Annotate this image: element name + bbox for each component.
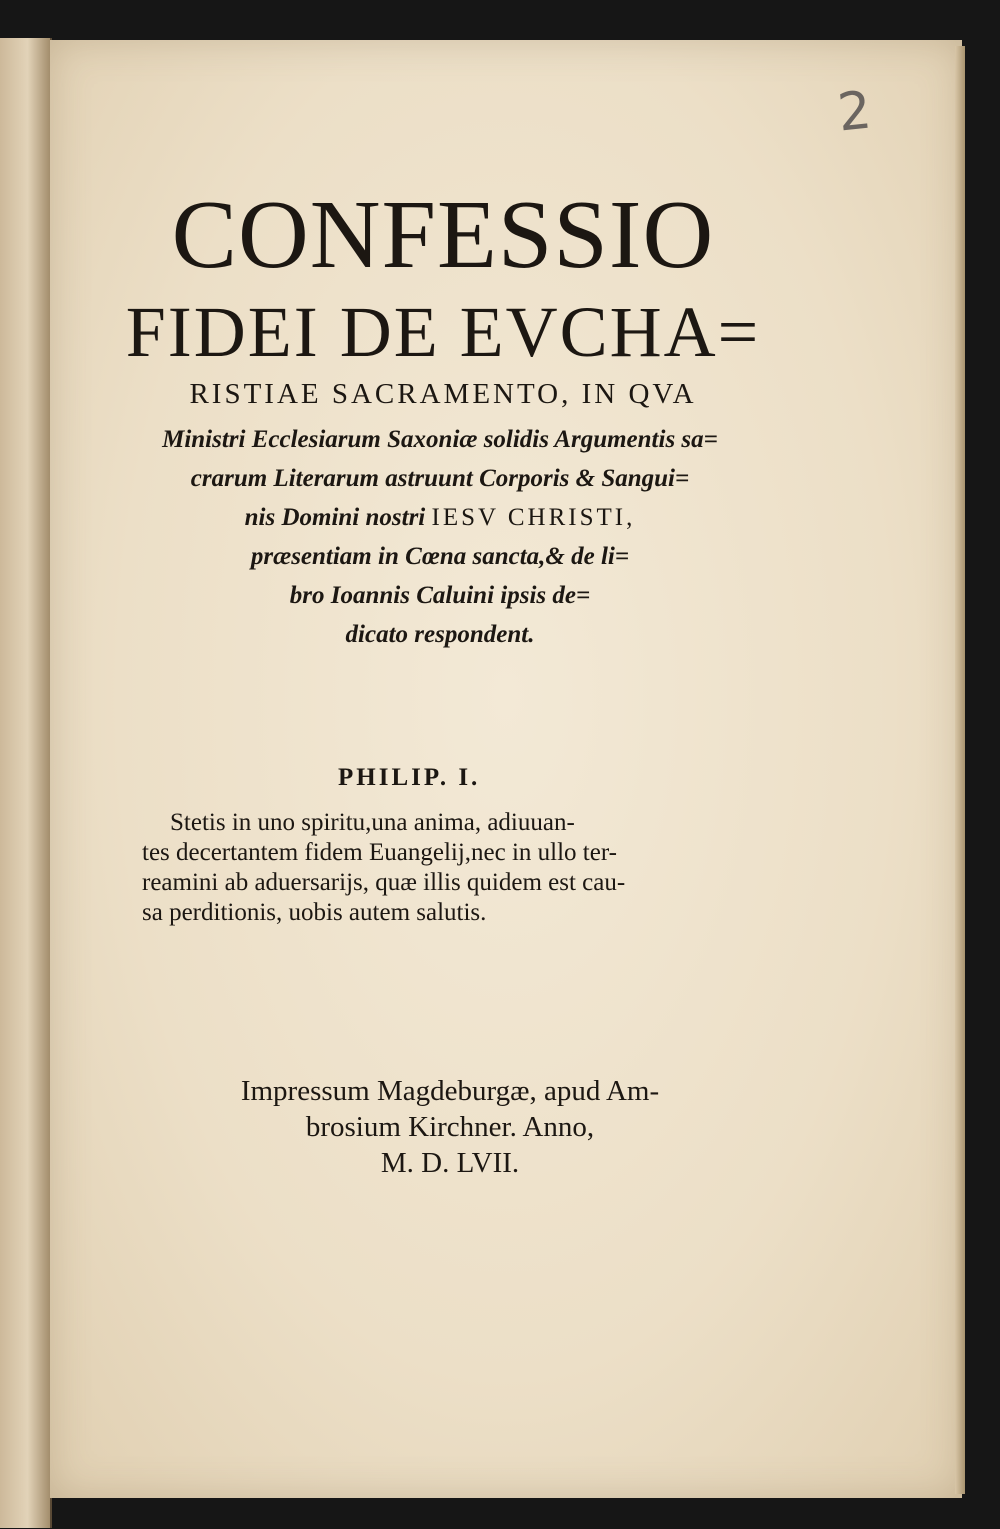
epigraph-line: tes decertantem fidem Euangelij,nec in ullo ter- (142, 839, 617, 866)
title-italic-block (110, 420, 770, 654)
title-italic-line: crarum Literarum astruunt Corporis & Sangui= (190, 465, 690, 492)
epigraph-line: sa perditionis, uobis autem salutis. (142, 899, 487, 926)
epigraph-text (142, 808, 782, 928)
title-italic-line: præsentiam in Cœna sancta,& de li= (250, 543, 630, 570)
right-page-edge (955, 46, 965, 1494)
title-line-3: RISTIAE SACRAMENTO, IN QVA (189, 378, 697, 410)
folio-number: 2 (834, 80, 875, 144)
title-italic-line: Ministri Ecclesiarum Saxoniæ solidis Argumentis sa= (162, 426, 718, 453)
imprint (170, 1073, 730, 1181)
title-italic-line: bro Ioannis Caluini ipsis de= (289, 582, 591, 609)
left-page-edge (0, 38, 52, 1528)
imprint-line: Impressum Magdeburgæ, apud Am- (240, 1075, 660, 1107)
title-italic-line (110, 498, 770, 537)
title-line-2: FIDEI DE EVCHA= (125, 292, 761, 372)
epigraph-line: reamini ab aduersarijs, quæ illis quidem est cau- (142, 869, 626, 896)
imprint-line: M. D. LVII. (380, 1147, 520, 1179)
title-italic-line: dicato respondent. (345, 621, 535, 648)
title-line-1: CONFESSIO (171, 181, 715, 289)
epigraph-line: Stetis in uno spiritu,una anima, adiuuan- (170, 809, 575, 836)
title-italic-segment: nis Domini nostri (244, 504, 426, 531)
imprint-line: brosium Kirchner. Anno, (305, 1111, 595, 1143)
epigraph-reference: PHILIP. I. (338, 764, 481, 791)
title-name-caps: IESV CHRISTI, (431, 504, 636, 531)
